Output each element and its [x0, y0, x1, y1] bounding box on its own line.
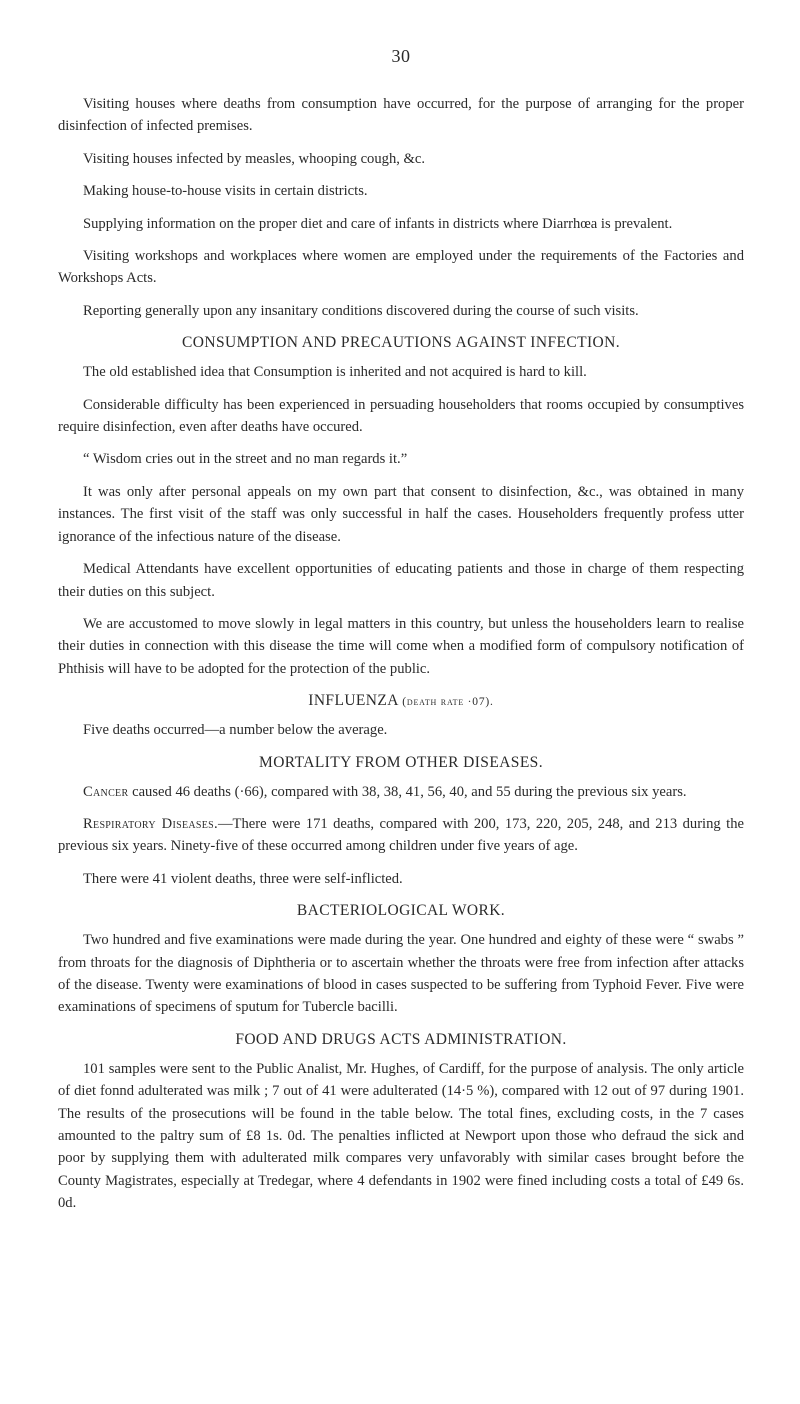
violent-deaths-paragraph: There were 41 violent deaths, three were self-inflicted. — [83, 870, 403, 887]
duty-paragraph: Visiting houses where deaths from consumption have occurred, for the purpose of arranging for the proper disinfection of infected premises. — [58, 96, 744, 135]
food-drugs-heading: FOOD AND DRUGS ACTS ADMINISTRATION. — [235, 1030, 567, 1048]
influenza-paragraph: Five deaths occurred—a number below the average. — [83, 722, 388, 739]
influenza-heading-title: INFLUENZA — [308, 692, 398, 710]
respiratory-paragraph — [58, 813, 744, 858]
cancer-label: Cancer — [83, 783, 129, 800]
bacteriological-paragraph: Two hundred and five examinations were made during the year. One hundred and eighty of these were “ swabs ” from throats for the diagnosis of Diphtheria or to ascertain whether the throats were free from infection after attacks of the disease. Twenty were examinations of blood in cases suspected to be suffering from Typhoid Fever. Five were examinations of specimens of sputum for Tubercle bacilli. — [58, 932, 744, 1016]
consumption-paragraph: The old established idea that Consumption is inherited and not acquired is hard to kill. — [83, 364, 587, 381]
page-number: 30 — [391, 46, 411, 66]
consumption-paragraph: Considerable difficulty has been experienced in persuading householders that rooms occupied by consumptives require disinfection, even after deaths have occured. — [58, 396, 744, 436]
duty-paragraph: Reporting generally upon any insanitary conditions discovered during the course of such visits. — [83, 302, 639, 319]
respiratory-label: Respiratory Diseases. — [83, 815, 218, 832]
respiratory-text: —There were 171 deaths, compared with 200, 173, 220, 205, 248, and 213 during the previous six years. Ninety-five of these occurred among children under five years of age. — [58, 815, 744, 855]
mortality-heading: MORTALITY FROM OTHER DISEASES. — [259, 753, 543, 771]
bacteriological-heading: BACTERIOLOGICAL WORK. — [296, 902, 506, 920]
cancer-paragraph — [58, 781, 744, 803]
influenza-heading — [58, 692, 744, 710]
duty-paragraph: Visiting workshops and workplaces where women are employed under the requirements of the Factories and Workshops Acts. — [58, 248, 744, 287]
influenza-death-rate: (death rate ·07). — [402, 696, 494, 709]
consumption-paragraph: Medical Attendants have excellent opportunities of educating patients and those in charge of them respecting their duties on this subject. — [58, 561, 744, 600]
consumption-heading: CONSUMPTION AND PRECAUTIONS AGAINST INFECTION. — [182, 334, 620, 352]
cancer-text: caused 46 deaths (·66), compared with 38, 38, 41, 56, 40, and 55 during the previous six years. — [128, 783, 687, 800]
duty-paragraph: Supplying information on the proper diet and care of infants in districts where Diarrhœa is prevalent. — [83, 215, 673, 232]
consumption-quote: “ Wisdom cries out in the street and no man regards it.” — [83, 451, 408, 468]
food-drugs-paragraph: 101 samples were sent to the Public Analist, Mr. Hughes, of Cardiff, for the purpose of analysis. The only article of diet fonnd adulterated was milk ; 7 out of 41 were adulterated (14·5 %), compared with 12 out of 97 during 1901. The results of the prosecutions will be found in the table below. The total fines, excluding costs, in the 7 cases amounted to the paltry sum of £8 1s. 0d. The penalties inflicted at Newport upon those who defraud the sick and poor by supplying them with adulterated milk compares very unfavorably with similar cases brought before the County Magistrates, especially at Tredegar, where 4 defendants in 1902 were fined including costs a total of £49 6s. 0d. — [58, 1060, 744, 1212]
duty-paragraph: Making house-to-house visits in certain districts. — [83, 183, 368, 200]
duty-paragraph: Visiting houses infected by measles, whooping cough, &c. — [83, 150, 426, 167]
consumption-paragraph: It was only after personal appeals on my own part that consent to disinfection, &c., was obtained in many instances. The first visit of the staff was only successful in half the cases. Householders frequently profess utter ignorance of the infectious nature of the disease. — [58, 483, 744, 545]
consumption-paragraph: We are accustomed to move slowly in legal matters in this country, but unless the householders learn to realise their duties in connection with this disease the time will come when a modified form of compulsory notification of Phthisis will have to be adopted for the protection of the public. — [58, 615, 744, 677]
document-page — [58, 46, 744, 1225]
